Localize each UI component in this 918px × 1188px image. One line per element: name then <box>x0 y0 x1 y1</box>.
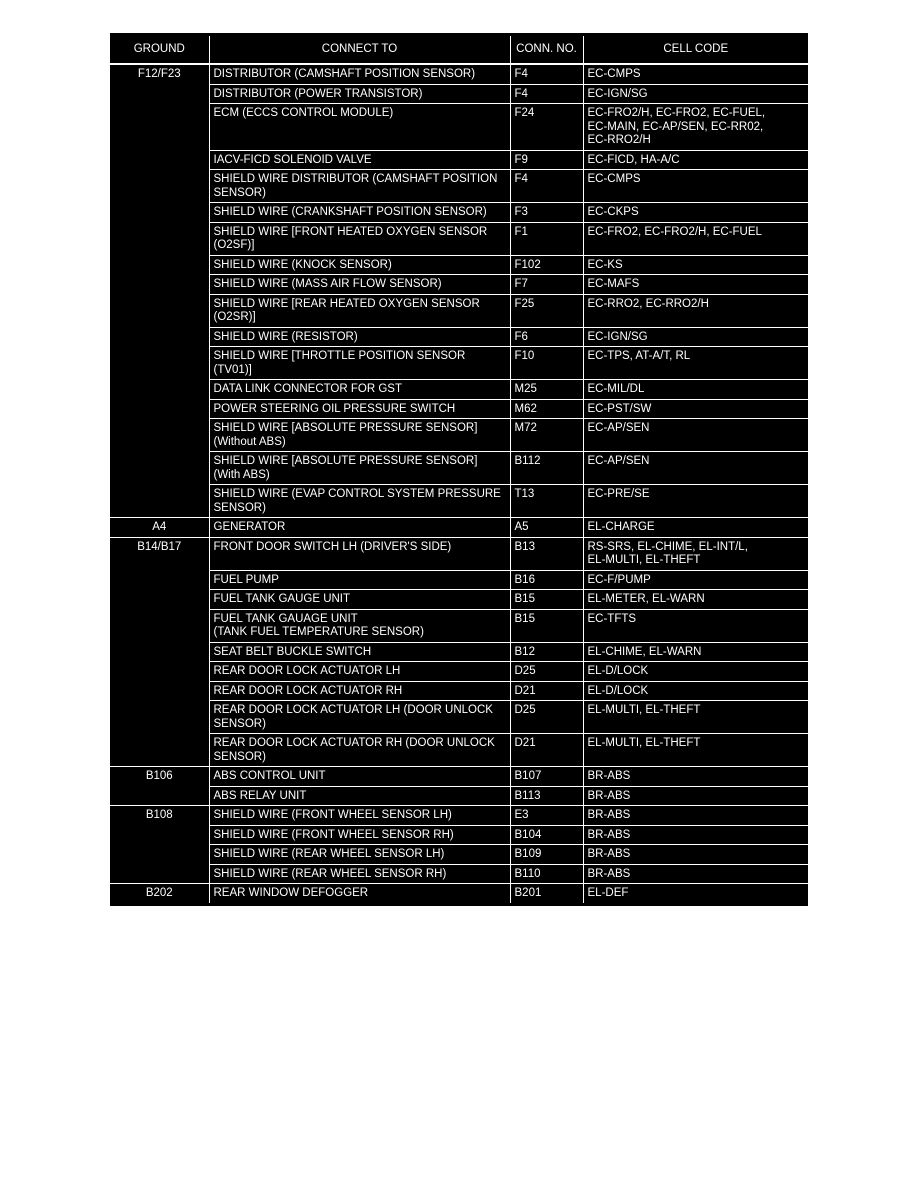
cell-code-cell: EL-CHIME, EL-WARN <box>583 642 808 662</box>
cell-code-cell: EC-MIL/DL <box>583 380 808 400</box>
table-row <box>110 294 808 327</box>
connect-to-cell: SHIELD WIRE (REAR WHEEL SENSOR LH) <box>209 845 510 865</box>
conn-no-cell: B13 <box>510 537 583 570</box>
conn-no-cell: F3 <box>510 203 583 223</box>
table-row <box>110 786 808 806</box>
cell-code-cell: BR-ABS <box>583 864 808 884</box>
conn-no-cell: B15 <box>510 590 583 610</box>
cell-code-cell: BR-ABS <box>583 825 808 845</box>
table-row <box>110 84 808 104</box>
cell-code-cell: RS-SRS, EL-CHIME, EL-INT/L, EL-MULTI, EL-THEFT <box>583 537 808 570</box>
header-cell-code: CELL CODE <box>583 36 808 64</box>
table-row <box>110 537 808 570</box>
connect-to-cell: SHIELD WIRE (RESISTOR) <box>209 327 510 347</box>
ground-cell: B14/B17 <box>110 537 209 767</box>
conn-no-cell: B107 <box>510 767 583 787</box>
cell-code-cell: BR-ABS <box>583 806 808 826</box>
conn-no-cell: T13 <box>510 485 583 518</box>
cell-code-cell: EL-MULTI, EL-THEFT <box>583 734 808 767</box>
conn-no-cell: E3 <box>510 806 583 826</box>
cell-code-cell: EC-CMPS <box>583 170 808 203</box>
conn-no-cell: F6 <box>510 327 583 347</box>
connect-to-cell: REAR DOOR LOCK ACTUATOR LH (DOOR UNLOCK SENSOR) <box>209 701 510 734</box>
table-row <box>110 64 808 84</box>
table-row <box>110 255 808 275</box>
conn-no-cell: F4 <box>510 84 583 104</box>
cell-code-cell: EL-MULTI, EL-THEFT <box>583 701 808 734</box>
conn-no-cell: F4 <box>510 64 583 84</box>
table-row <box>110 203 808 223</box>
ground-cell: A4 <box>110 518 209 538</box>
table-row <box>110 681 808 701</box>
conn-no-cell: B12 <box>510 642 583 662</box>
connect-to-cell: SHIELD WIRE (REAR WHEEL SENSOR RH) <box>209 864 510 884</box>
table-row <box>110 845 808 865</box>
connect-to-cell: REAR DOOR LOCK ACTUATOR LH <box>209 662 510 682</box>
connect-to-cell: POWER STEERING OIL PRESSURE SWITCH <box>209 399 510 419</box>
connect-to-cell: SHIELD WIRE [ABSOLUTE PRESSURE SENSOR] (With ABS) <box>209 452 510 485</box>
conn-no-cell: B201 <box>510 884 583 903</box>
connect-to-cell: FUEL PUMP <box>209 570 510 590</box>
conn-no-cell: D25 <box>510 662 583 682</box>
table-row <box>110 399 808 419</box>
connect-to-cell: SHIELD WIRE [ABSOLUTE PRESSURE SENSOR] (Without ABS) <box>209 419 510 452</box>
cell-code-cell: EC-F/PUMP <box>583 570 808 590</box>
cell-code-cell: BR-ABS <box>583 786 808 806</box>
connect-to-cell: SHIELD WIRE (CRANKSHAFT POSITION SENSOR) <box>209 203 510 223</box>
table-row <box>110 662 808 682</box>
table-row <box>110 485 808 518</box>
cell-code-cell: EC-TFTS <box>583 609 808 642</box>
connect-to-cell: SHIELD WIRE (FRONT WHEEL SENSOR RH) <box>209 825 510 845</box>
cell-code-cell: EC-FRO2/H, EC-FRO2, EC-FUEL, EC-MAIN, EC-AP/SEN, EC-RR02, EC-RRO2/H <box>583 104 808 151</box>
connect-to-cell: ECM (ECCS CONTROL MODULE) <box>209 104 510 151</box>
conn-no-cell: F24 <box>510 104 583 151</box>
table-row <box>110 609 808 642</box>
header-ground: GROUND <box>110 36 209 64</box>
table-row <box>110 222 808 255</box>
table-body <box>110 64 808 903</box>
connect-to-cell: IACV-FICD SOLENOID VALVE <box>209 150 510 170</box>
cell-code-cell: EL-METER, EL-WARN <box>583 590 808 610</box>
table-row <box>110 419 808 452</box>
table-row <box>110 642 808 662</box>
connect-to-cell: REAR DOOR LOCK ACTUATOR RH <box>209 681 510 701</box>
cell-code-cell: EC-AP/SEN <box>583 452 808 485</box>
ground-cell: B202 <box>110 884 209 903</box>
conn-no-cell: B112 <box>510 452 583 485</box>
conn-no-cell: B113 <box>510 786 583 806</box>
ground-cell: B106 <box>110 767 209 806</box>
table-row <box>110 275 808 295</box>
table-row <box>110 701 808 734</box>
connect-to-cell: ABS CONTROL UNIT <box>209 767 510 787</box>
cell-code-cell: EC-PRE/SE <box>583 485 808 518</box>
connect-to-cell: DISTRIBUTOR (POWER TRANSISTOR) <box>209 84 510 104</box>
conn-no-cell: D21 <box>510 681 583 701</box>
cell-code-cell: BR-ABS <box>583 845 808 865</box>
connect-to-cell: SHIELD WIRE (FRONT WHEEL SENSOR LH) <box>209 806 510 826</box>
conn-no-cell: F25 <box>510 294 583 327</box>
conn-no-cell: F102 <box>510 255 583 275</box>
connect-to-cell: SHIELD WIRE [THROTTLE POSITION SENSOR (TV01)] <box>209 347 510 380</box>
cell-code-cell: EC-PST/SW <box>583 399 808 419</box>
connect-to-cell: SEAT BELT BUCKLE SWITCH <box>209 642 510 662</box>
cell-code-cell: EC-RRO2, EC-RRO2/H <box>583 294 808 327</box>
connect-to-cell: SHIELD WIRE [FRONT HEATED OXYGEN SENSOR (O2SF)] <box>209 222 510 255</box>
conn-no-cell: F10 <box>510 347 583 380</box>
cell-code-cell: EL-D/LOCK <box>583 662 808 682</box>
table-row <box>110 347 808 380</box>
cell-code-cell: EC-IGN/SG <box>583 327 808 347</box>
cell-code-cell: EC-FRO2, EC-FRO2/H, EC-FUEL <box>583 222 808 255</box>
conn-no-cell: M25 <box>510 380 583 400</box>
table-row <box>110 884 808 903</box>
connect-to-cell: ABS RELAY UNIT <box>209 786 510 806</box>
table-header <box>110 36 808 64</box>
connect-to-cell: REAR DOOR LOCK ACTUATOR RH (DOOR UNLOCK SENSOR) <box>209 734 510 767</box>
table-row <box>110 864 808 884</box>
connect-to-cell: SHIELD WIRE (KNOCK SENSOR) <box>209 255 510 275</box>
connect-to-cell: DATA LINK CONNECTOR FOR GST <box>209 380 510 400</box>
cell-code-cell: EC-CMPS <box>583 64 808 84</box>
cell-code-cell: EL-D/LOCK <box>583 681 808 701</box>
cell-code-cell: EL-DEF <box>587 887 629 899</box>
cell-code-cell: EC-TPS, AT-A/T, RL <box>583 347 808 380</box>
cell-code-cell: EC-FICD, HA-A/C <box>583 150 808 170</box>
table-row <box>110 734 808 767</box>
table-row <box>110 170 808 203</box>
cell-code-cell: EC-AP/SEN <box>583 419 808 452</box>
conn-no-cell: D25 <box>510 701 583 734</box>
cell-code-cell: EC-CKPS <box>583 203 808 223</box>
table-row <box>110 150 808 170</box>
header-row <box>110 36 808 64</box>
header-connect-to: CONNECT TO <box>209 36 510 64</box>
connect-to-cell: SHIELD WIRE (EVAP CONTROL SYSTEM PRESSURE SENSOR) <box>209 485 510 518</box>
table-row <box>110 767 808 787</box>
table-row <box>110 590 808 610</box>
table-row <box>110 380 808 400</box>
table-row <box>110 570 808 590</box>
data-table <box>110 36 808 903</box>
connect-to-cell: DISTRIBUTOR (CAMSHAFT POSITION SENSOR) <box>209 64 510 84</box>
conn-no-cell: B110 <box>510 864 583 884</box>
ground-cell: F12/F23 <box>110 64 209 518</box>
table-row <box>110 518 808 538</box>
header-conn-no: CONN. NO. <box>510 36 583 64</box>
conn-no-cell: B16 <box>510 570 583 590</box>
conn-no-cell: F7 <box>510 275 583 295</box>
cell-code-cell: EC-IGN/SG <box>583 84 808 104</box>
conn-no-cell: B104 <box>510 825 583 845</box>
table-row <box>110 104 808 151</box>
connect-to-cell: SHIELD WIRE (MASS AIR FLOW SENSOR) <box>209 275 510 295</box>
table-row <box>110 806 808 826</box>
table-row <box>110 825 808 845</box>
conn-no-cell: M62 <box>510 399 583 419</box>
ground-cell: B108 <box>110 806 209 884</box>
conn-no-cell: B109 <box>510 845 583 865</box>
conn-no-cell: B15 <box>510 609 583 642</box>
conn-no-cell: D21 <box>510 734 583 767</box>
cell-code-cell: EL-CHARGE <box>583 518 808 538</box>
conn-no-cell: M72 <box>510 419 583 452</box>
table-row <box>110 327 808 347</box>
conn-no-cell: F9 <box>510 150 583 170</box>
ground-distribution-table <box>110 33 808 906</box>
cell-code-cell: EC-MAFS <box>583 275 808 295</box>
cell-code-cell: BR-ABS <box>583 767 808 787</box>
connect-to-cell: FUEL TANK GAUGE UNIT <box>209 590 510 610</box>
connect-to-cell: FUEL TANK GAUAGE UNIT (TANK FUEL TEMPERATURE SENSOR) <box>209 609 510 642</box>
connect-to-cell: GENERATOR <box>209 518 510 538</box>
conn-no-cell: F4 <box>510 170 583 203</box>
conn-no-cell: F1 <box>510 222 583 255</box>
connect-to-cell: SHIELD WIRE [REAR HEATED OXYGEN SENSOR (O2SR)] <box>209 294 510 327</box>
connect-to-cell: FRONT DOOR SWITCH LH (DRIVER'S SIDE) <box>209 537 510 570</box>
table-row <box>110 452 808 485</box>
connect-to-cell: REAR WINDOW DEFOGGER <box>209 884 510 903</box>
connect-to-cell: SHIELD WIRE DISTRIBUTOR (CAMSHAFT POSITION SENSOR) <box>209 170 510 203</box>
conn-no-cell: A5 <box>510 518 583 538</box>
cell-code-cell: EC-KS <box>583 255 808 275</box>
